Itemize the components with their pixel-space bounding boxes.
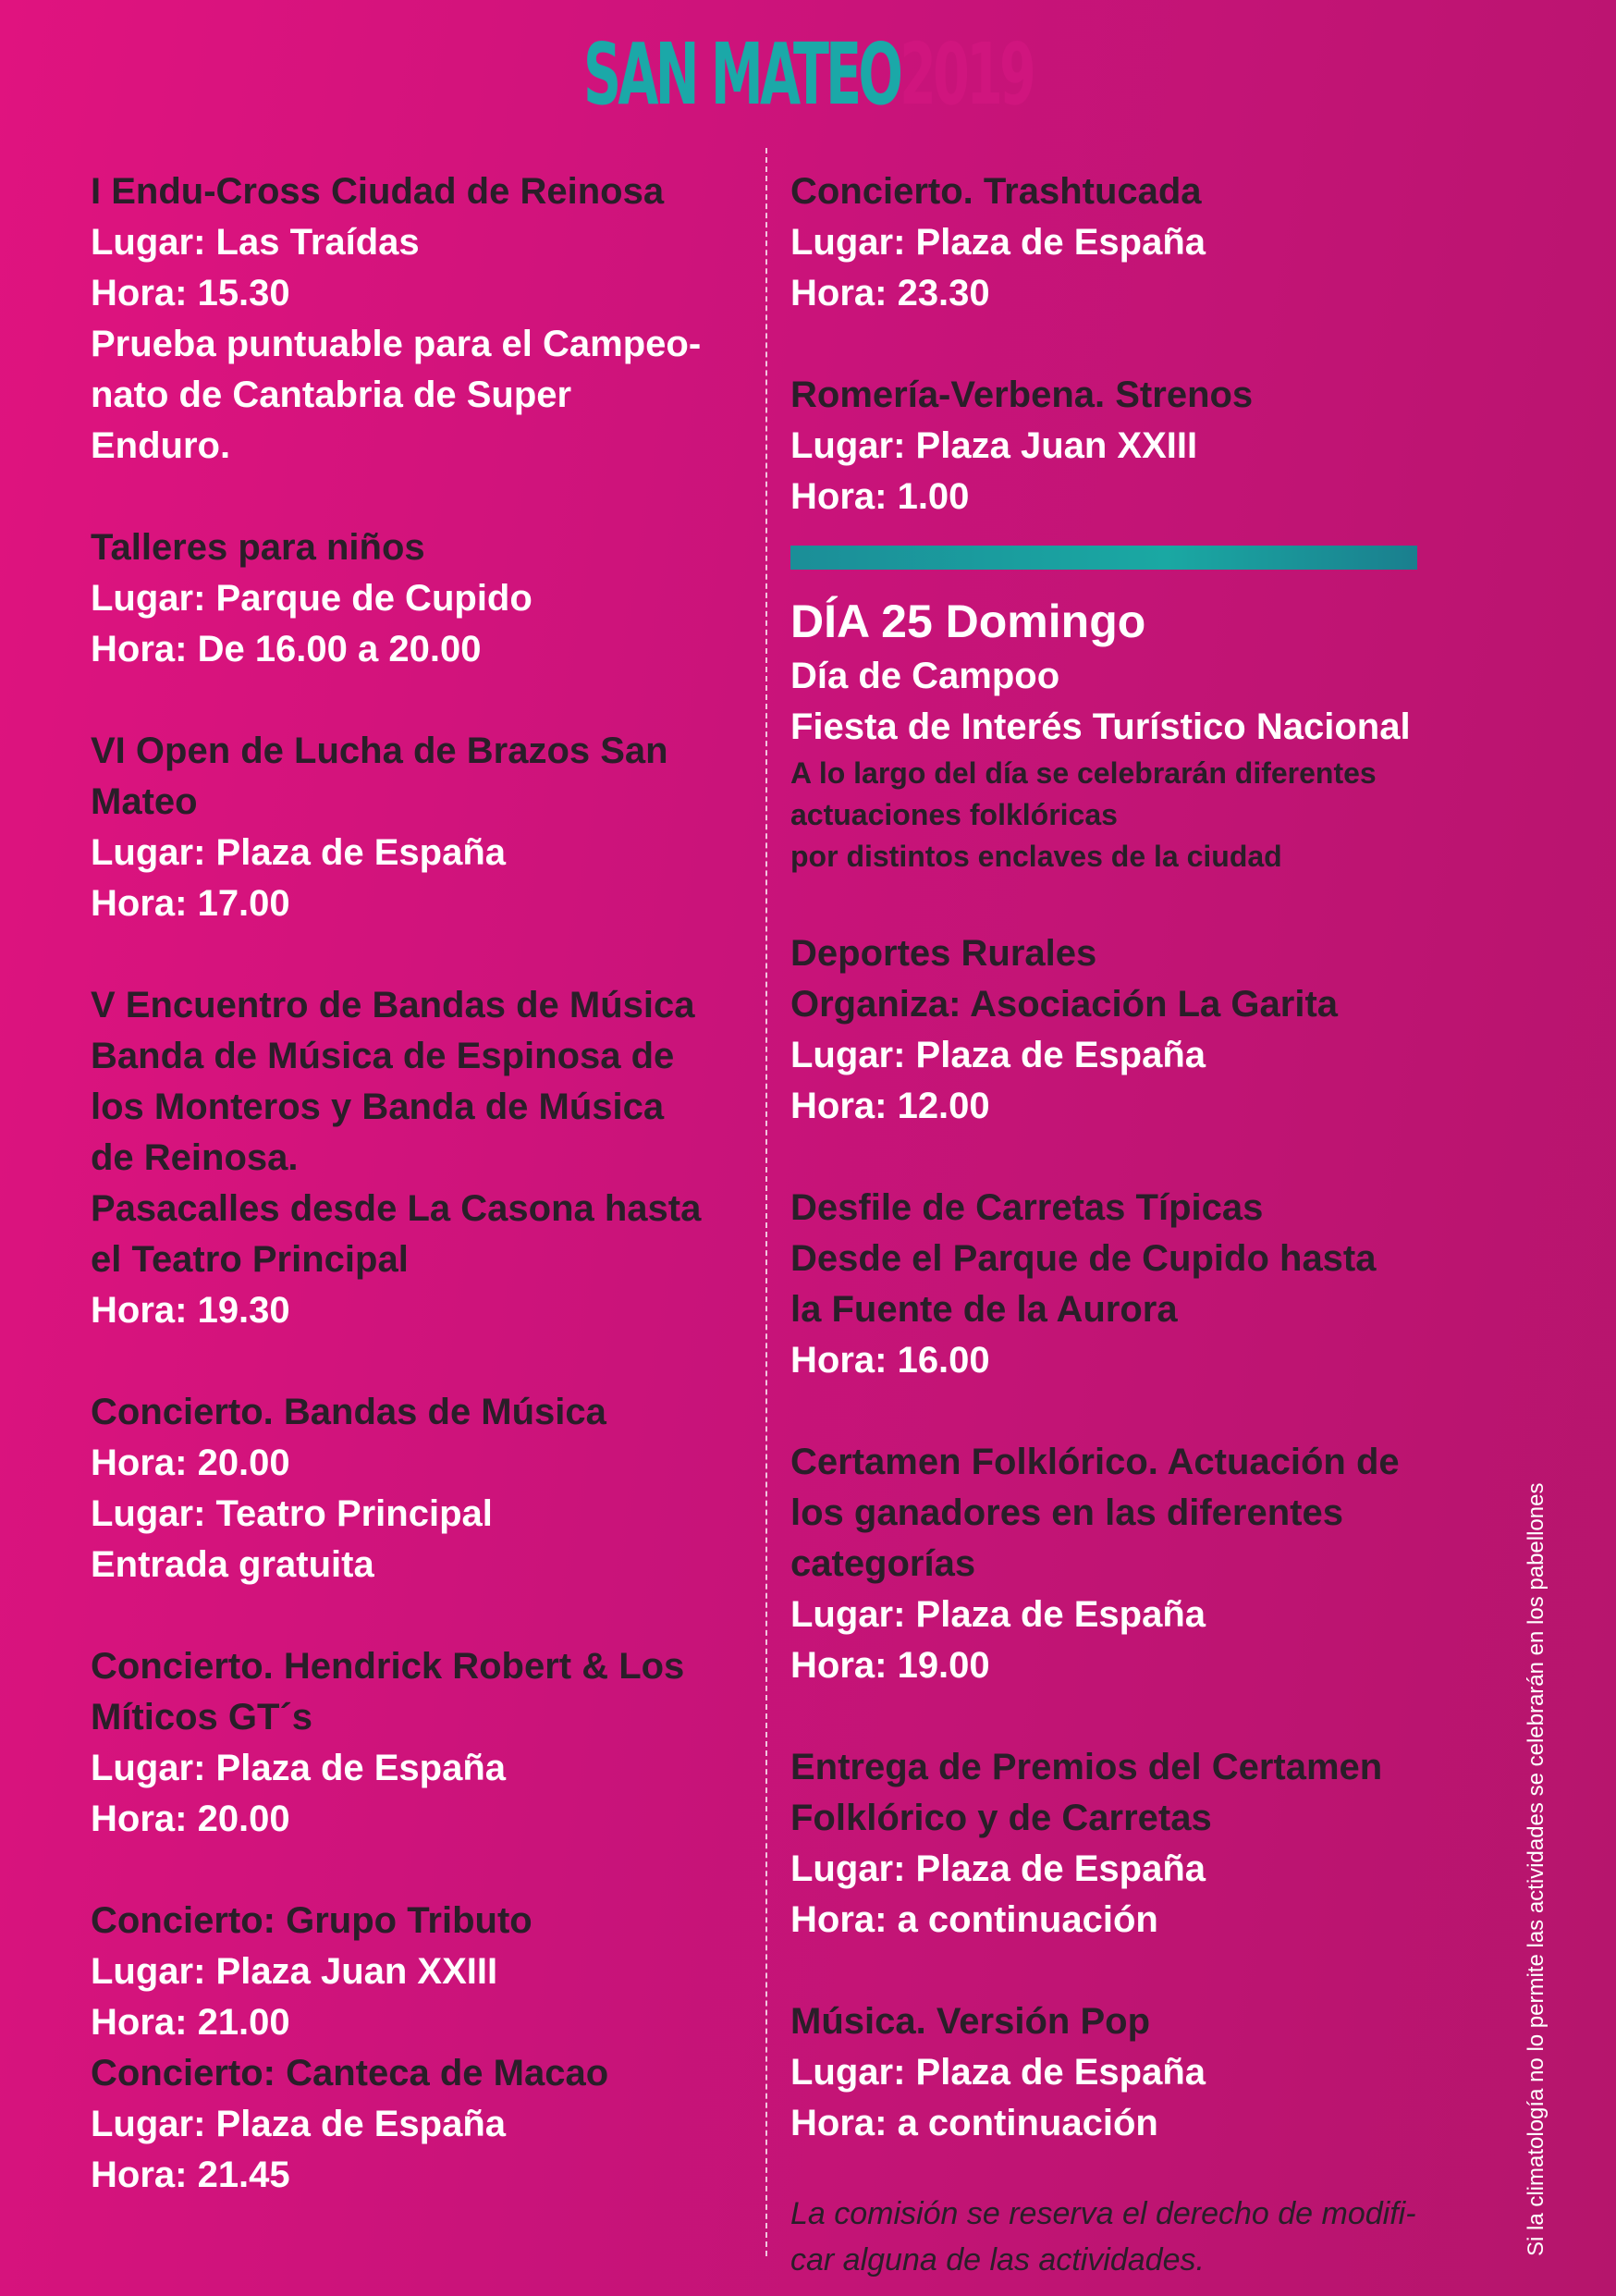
event-detail-line: Lugar: Plaza de España <box>790 222 1206 263</box>
day-subtitle: Día de Campoo <box>790 656 1060 696</box>
day-description-line: A lo largo del día se celebrarán diferentes <box>790 756 1377 790</box>
event-title-line: Banda de Música de Espinosa de <box>91 1036 675 1076</box>
disclaimer-note <box>790 2191 1456 2283</box>
event-title-line: Míticos GT´s <box>91 1697 313 1737</box>
day-section <box>790 592 1456 878</box>
note-line: car alguna de las actividades. <box>790 2242 1205 2278</box>
event-title-line: V Encuentro de Bandas de Música <box>91 985 695 1025</box>
day-description-line: por distintos enclaves de la ciudad <box>790 840 1282 873</box>
event-detail-line: Hora: a continuación <box>790 1899 1158 1940</box>
weather-side-note: Si la climatología no lo permite las actividades se celebrarán en los pabellones <box>1524 1482 1549 2256</box>
event-item <box>91 1896 756 2048</box>
event-item <box>91 1641 756 1845</box>
event-detail-line: nato de Cantabria de Super <box>91 374 572 415</box>
event-detail-line: Lugar: Plaza de España <box>91 832 507 873</box>
event-item <box>91 522 756 675</box>
event-detail-line: Hora: 12.00 <box>790 1086 990 1126</box>
event-detail-line: Lugar: Plaza de España <box>790 1848 1206 1889</box>
event-detail-line: Lugar: Teatro Principal <box>91 1493 493 1534</box>
event-title-line: Certamen Folklórico. Actuación de <box>790 1442 1400 1482</box>
event-item <box>91 726 756 929</box>
event-detail-line: Lugar: Parque de Cupido <box>91 578 533 619</box>
event-title-line: Concierto. Bandas de Música <box>91 1392 606 1432</box>
event-detail-line: Hora: 20.00 <box>91 1799 290 1839</box>
column-divider <box>765 148 767 2256</box>
event-detail-line: Lugar: Plaza de España <box>91 1748 507 1788</box>
event-detail-line: Hora: a continuación <box>790 2103 1158 2143</box>
event-title-line: el Teatro Principal <box>91 1239 409 1280</box>
event-detail-line: Lugar: Las Traídas <box>91 222 420 263</box>
event-title-line: Concierto. Trashtucada <box>790 171 1202 212</box>
event-item <box>790 1742 1456 1946</box>
event-detail-line: Hora: De 16.00 a 20.00 <box>91 629 482 669</box>
event-detail-line: Hora: 17.00 <box>91 883 290 924</box>
event-item <box>91 2048 756 2201</box>
day-heading: DÍA 25 Domingo <box>790 595 1146 647</box>
event-detail-line: Enduro. <box>91 425 231 466</box>
event-detail-line: Lugar: Plaza de España <box>790 1594 1206 1635</box>
event-detail-line: Lugar: Plaza de España <box>91 2104 507 2144</box>
event-item <box>790 1437 1456 1691</box>
note-line: La comisión se reserva el derecho de modifi- <box>790 2196 1416 2231</box>
event-title-line: Folklórico y de Carretas <box>790 1798 1212 1838</box>
event-detail-line: Hora: 1.00 <box>790 476 970 517</box>
event-title-line: Deportes Rurales <box>790 933 1097 974</box>
event-detail-line: Lugar: Plaza de España <box>790 1035 1206 1075</box>
event-title-line: de Reinosa. <box>91 1137 299 1178</box>
event-title-line: Concierto: Grupo Tributo <box>91 1900 533 1941</box>
event-title-line: categorías <box>790 1543 976 1584</box>
title-part-1: SAN MATEO <box>582 25 900 124</box>
event-title-line: VI Open de Lucha de Brazos San <box>91 731 668 771</box>
event-detail-line: Hora: 19.00 <box>790 1645 990 1686</box>
event-item <box>790 1996 1456 2149</box>
event-title-line: Mateo <box>91 781 198 822</box>
page-title <box>307 25 1309 124</box>
left-column <box>91 166 756 2252</box>
event-detail-line: Hora: 20.00 <box>91 1443 290 1483</box>
event-item <box>91 1387 756 1590</box>
event-title-line: Romería-Verbena. Strenos <box>790 374 1254 415</box>
teal-divider-bar <box>790 546 1417 570</box>
event-item <box>790 928 1456 1132</box>
event-title-line: Concierto: Canteca de Macao <box>91 2053 609 2093</box>
event-title-line: Música. Versión Pop <box>790 2001 1151 2042</box>
event-title-line: los Monteros y Banda de Música <box>91 1087 665 1127</box>
event-title-line: I Endu-Cross Ciudad de Reinosa <box>91 171 665 212</box>
event-item <box>790 1183 1456 1386</box>
event-title-line: los ganadores en las diferentes <box>790 1492 1343 1533</box>
event-title-line: Pasacalles desde La Casona hasta <box>91 1188 702 1229</box>
event-detail-line: Lugar: Plaza Juan XXIII <box>91 1951 498 1992</box>
event-detail-line: Prueba puntuable para el Campeo- <box>91 324 702 364</box>
event-title-line: Entrega de Premios del Certamen <box>790 1747 1383 1787</box>
event-title-line: Desde el Parque de Cupido hasta <box>790 1238 1377 1279</box>
event-detail-line: Hora: 19.30 <box>91 1290 290 1331</box>
event-title-line: Desfile de Carretas Típicas <box>790 1187 1264 1228</box>
event-item <box>91 980 756 1336</box>
event-title-line: la Fuente de la Aurora <box>790 1289 1178 1330</box>
title-part-2: 2019 <box>900 25 1034 124</box>
event-title-line: Concierto. Hendrick Robert & Los <box>91 1646 685 1687</box>
event-detail-line: Hora: 16.00 <box>790 1340 990 1381</box>
event-item <box>790 370 1456 522</box>
event-detail-line: Lugar: Plaza Juan XXIII <box>790 425 1198 466</box>
day-subtitle: Fiesta de Interés Turístico Nacional <box>790 706 1411 747</box>
event-detail-line: Hora: 23.30 <box>790 273 990 313</box>
event-item <box>91 166 756 472</box>
event-detail-line: Hora: 21.45 <box>91 2155 290 2195</box>
event-detail-line: Hora: 21.00 <box>91 2002 290 2043</box>
event-detail-line: Entrada gratuita <box>91 1544 374 1585</box>
day-description-line: actuaciones folklóricas <box>790 798 1118 831</box>
event-title-line: Organiza: Asociación La Garita <box>790 984 1339 1025</box>
right-column <box>790 166 1456 2283</box>
event-detail-line: Hora: 15.30 <box>91 273 290 313</box>
event-item <box>790 166 1456 319</box>
event-title-line: Talleres para niños <box>91 527 425 568</box>
event-detail-line: Lugar: Plaza de España <box>790 2052 1206 2093</box>
